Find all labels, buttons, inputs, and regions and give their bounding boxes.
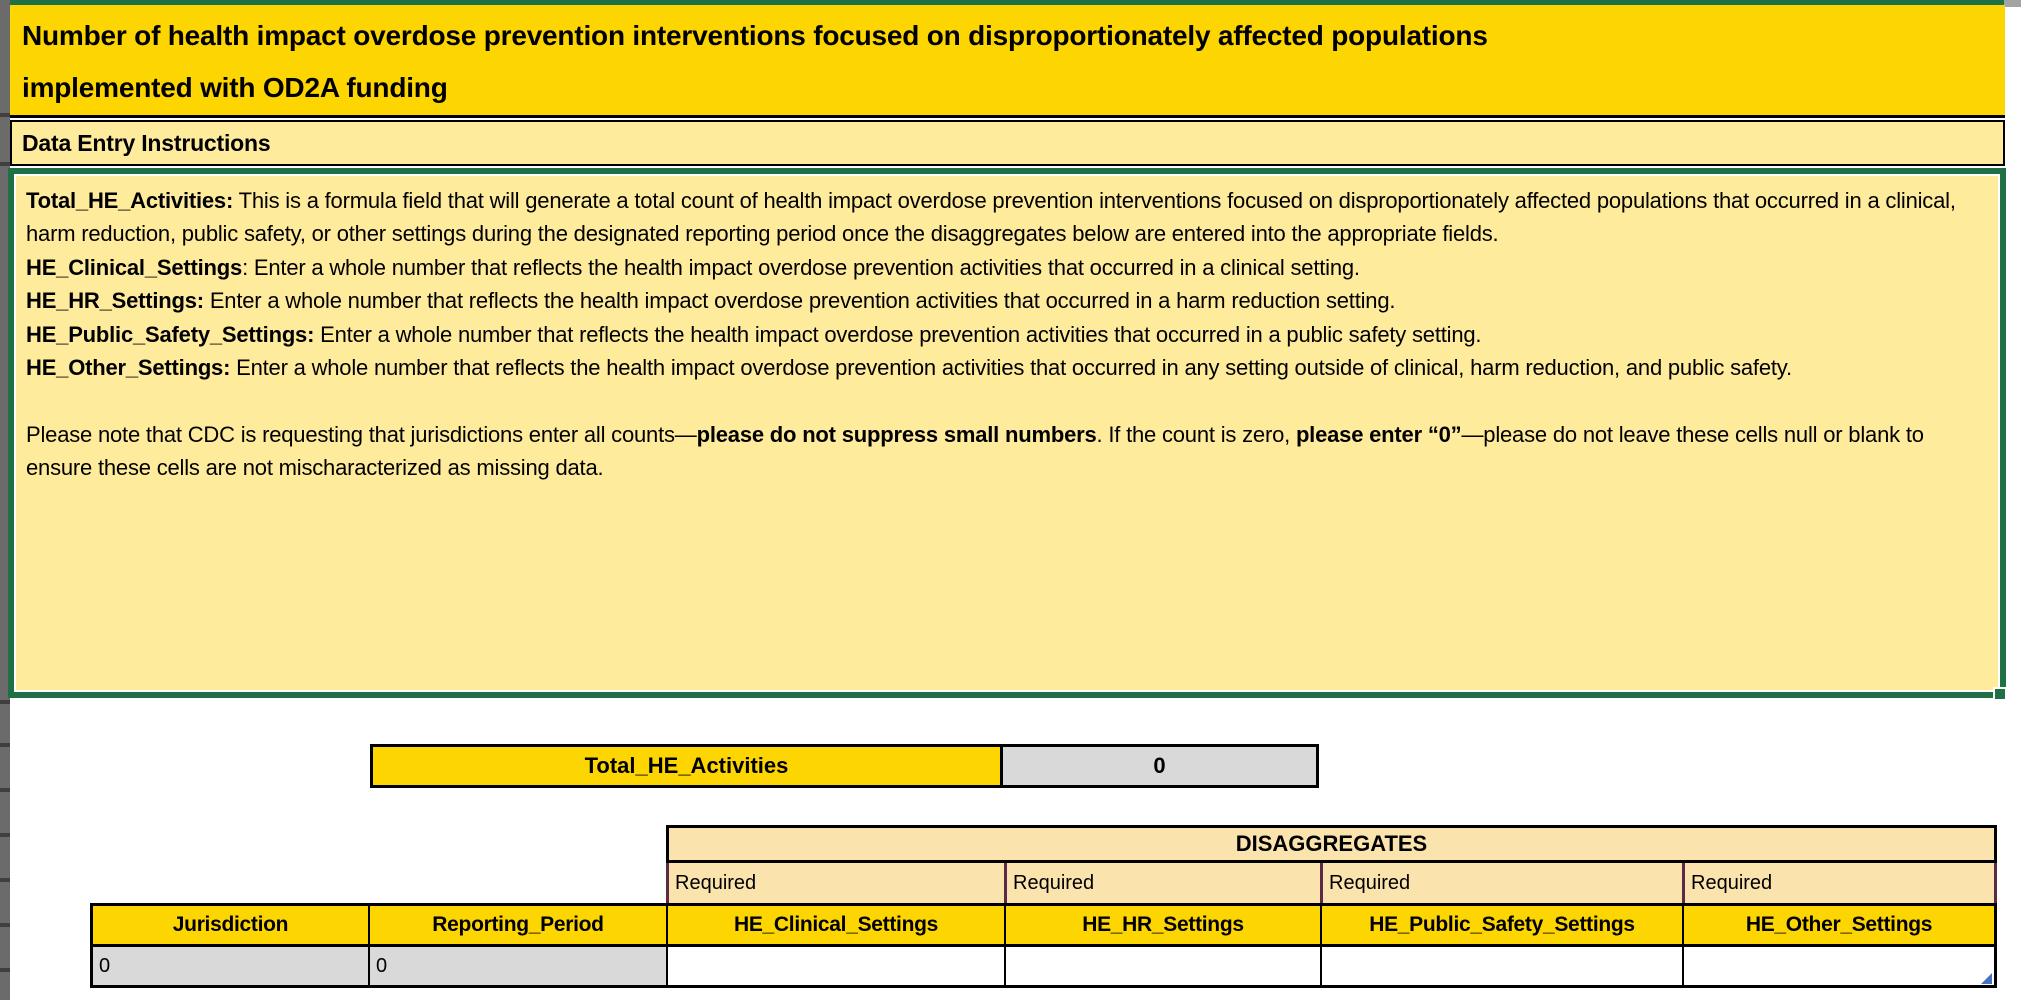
row-divider [0, 788, 10, 792]
required-badge-he-other-settings[interactable]: Required [1682, 863, 1997, 903]
total-he-activities-value[interactable]: 0 [1003, 747, 1316, 785]
row-divider [0, 113, 10, 117]
column-header-he-clinical-settings[interactable]: HE_Clinical_Settings [666, 906, 1004, 944]
instructions-cell[interactable] [14, 174, 2000, 692]
instruction-paragraph: Total_HE_Activities: This is a formula field that will generate a total count of health impact overdose prevention interventions focused on disproportionately affected populations that occurred in a clinical, harm reduction, public safety, or other settings during the designated reporting period once the disaggregates below are entered into the appropriate fields. [26, 188, 1956, 247]
instruction-paragraph: HE_Public_Safety_Settings: Enter a whole number that reflects the health impact overdose prevention activities that occurred in a public safety setting. [26, 321, 1482, 347]
column-header-he-hr-settings[interactable]: HE_HR_Settings [1004, 906, 1320, 944]
required-badge-he-clinical-settings[interactable]: Required [666, 863, 1004, 903]
data-entry-table [90, 825, 1997, 988]
instruction-paragraph [26, 384, 1984, 417]
disaggregates-header[interactable]: DISAGGREGATES [666, 825, 1997, 863]
cell-he-clinical-settings[interactable] [666, 947, 1004, 985]
instruction-paragraph: Please note that CDC is requesting that jurisdictions enter all counts—please do not suppress small numbers. If the count is zero, please enter “0”—please do not leave these cells null or blank to ensure these cells are not mischaracterized as missing data. [26, 421, 1924, 481]
cell-he-hr-settings[interactable] [1004, 947, 1320, 985]
column-header-reporting-period[interactable]: Reporting_Period [368, 906, 666, 944]
total-activities-row [370, 744, 1319, 788]
column-header-he-public-safety-settings[interactable]: HE_Public_Safety_Settings [1320, 906, 1682, 944]
page-title: Number of health impact overdose prevention interventions focused on disproportionately affected populations implemented with OD2A funding [22, 20, 1488, 103]
total-he-activities-label[interactable]: Total_HE_Activities [373, 747, 1003, 785]
row-divider [0, 743, 10, 747]
row-divider [0, 878, 10, 882]
instructions-header-label: Data Entry Instructions [22, 129, 271, 156]
required-row [666, 863, 1997, 903]
row-divider [0, 833, 10, 837]
row-divider [0, 968, 10, 972]
instructions-header-cell[interactable] [10, 120, 2005, 166]
table-row [90, 947, 1997, 988]
instruction-paragraph: HE_Clinical_Settings: Enter a whole number that reflects the health impact overdose prevention activities that occurred in a clinical setting. [26, 254, 1360, 280]
column-header-he-other-settings[interactable]: HE_Other_Settings [1682, 906, 1997, 944]
cell-reporting-period[interactable]: 0 [368, 947, 666, 985]
cell-jurisdiction[interactable]: 0 [90, 947, 368, 985]
column-header-jurisdiction[interactable]: Jurisdiction [90, 906, 368, 944]
table-resize-handle-icon[interactable] [1981, 973, 1992, 984]
row-divider [0, 700, 10, 704]
instruction-paragraph: HE_Other_Settings: Enter a whole number that reflects the health impact overdose prevention activities that occurred in any setting outside of clinical, harm reduction, and public safety. [26, 355, 1792, 381]
cell-he-other-settings[interactable] [1682, 947, 1997, 985]
column-header-row [90, 903, 1997, 947]
required-badge-he-hr-settings[interactable]: Required [1004, 863, 1320, 903]
instruction-paragraph: HE_HR_Settings: Enter a whole number that reflects the health impact overdose prevention activities that occurred in a harm reduction setting. [26, 288, 1396, 314]
required-badge-he-public-safety-settings[interactable]: Required [1320, 863, 1682, 903]
scrollbar-fragment[interactable] [2004, 0, 2021, 7]
selection-fill-handle[interactable] [1993, 687, 2007, 701]
cell-he-public-safety-settings[interactable] [1320, 947, 1682, 985]
row-divider [0, 923, 10, 927]
instructions-cell-selection [8, 168, 2006, 698]
row-divider [0, 162, 10, 166]
title-cell[interactable] [10, 5, 2005, 118]
